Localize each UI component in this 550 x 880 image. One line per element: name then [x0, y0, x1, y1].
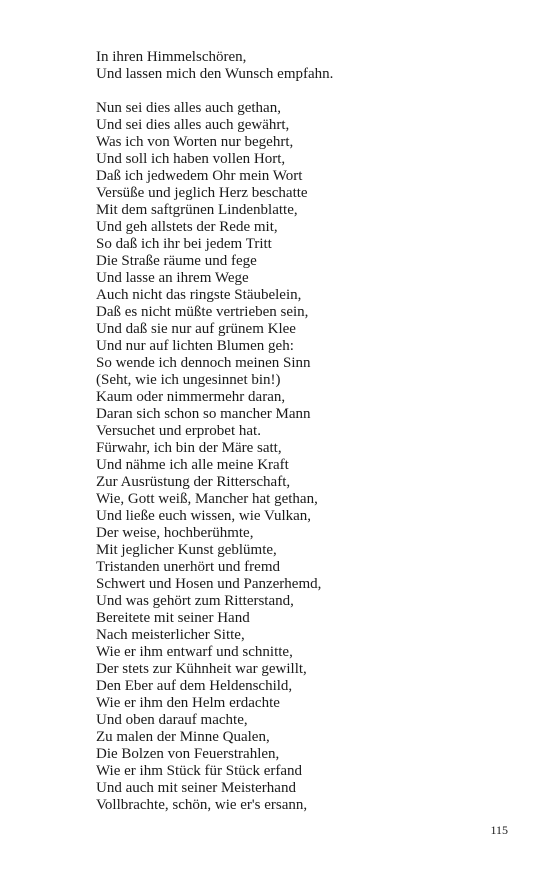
poem-line: Wie er ihm den Helm erdachte	[96, 695, 280, 711]
poem-line: Der weise, hochberühmte,	[96, 525, 254, 541]
poem-line: Der stets zur Kühnheit war gewillt,	[96, 661, 307, 677]
poem-line: Den Eber auf dem Heldenschild,	[96, 678, 293, 694]
poem-line: Und oben darauf machte,	[96, 712, 248, 728]
stanza	[96, 100, 516, 814]
poem-line: In ihren Himmelschören,	[96, 49, 247, 65]
poem-text	[96, 49, 516, 814]
poem-line: Und geh allstets der Rede mit,	[96, 219, 278, 235]
poem-line: Und nur auf lichten Blumen geh:	[96, 338, 294, 354]
poem-line: Und lasse an ihrem Wege	[96, 270, 249, 286]
page-number: 115	[490, 823, 508, 837]
poem-line: Fürwahr, ich bin der Märe satt,	[96, 440, 282, 456]
poem-line: Wie er ihm Stück für Stück erfand	[96, 763, 303, 779]
poem-line: Und lassen mich den Wunsch empfahn.	[96, 66, 334, 82]
poem-line: Und ließe euch wissen, wie Vulkan,	[96, 508, 312, 524]
poem-line: (Seht, wie ich ungesinnet bin!)	[96, 372, 281, 388]
poem-line: Kaum oder nimmermehr daran,	[96, 389, 286, 405]
poem-line: Tristanden unerhört und fremd	[96, 559, 280, 575]
poem-line: Und daß sie nur auf grünem Klee	[96, 321, 296, 337]
poem-line: Die Bolzen von Feuerstrahlen,	[96, 746, 280, 762]
poem-line: So wende ich dennoch meinen Sinn	[96, 355, 311, 371]
poem-line: Die Straße räume und fege	[96, 253, 257, 269]
stanza	[96, 49, 516, 83]
poem-line: Versuchet und erprobet hat.	[96, 423, 261, 439]
poem-line: Mit jeglicher Kunst geblümte,	[96, 542, 277, 558]
poem-line: So daß ich ihr bei jedem Tritt	[96, 236, 272, 252]
poem-line: Daran sich schon so mancher Mann	[96, 406, 311, 422]
poem-line: Versüße und jeglich Herz beschatte	[96, 185, 308, 201]
poem-line: Und was gehört zum Ritterstand,	[96, 593, 294, 609]
poem-line: Vollbrachte, schön, wie er's ersann,	[96, 797, 308, 813]
poem-line: Was ich von Worten nur begehrt,	[96, 134, 294, 150]
poem-line: Nun sei dies alles auch gethan,	[96, 100, 281, 116]
poem-line: Wie er ihm entwarf und schnitte,	[96, 644, 293, 660]
poem-line: Zu malen der Minne Qualen,	[96, 729, 270, 745]
poem-line: Nach meisterlicher Sitte,	[96, 627, 245, 643]
poem-line: Zur Ausrüstung der Ritterschaft,	[96, 474, 291, 490]
poem-line: Wie, Gott weiß, Mancher hat gethan,	[96, 491, 318, 507]
poem-line: Schwert und Hosen und Panzerhemd,	[96, 576, 322, 592]
poem-line: Daß es nicht müßte vertrieben sein,	[96, 304, 309, 320]
poem-line: Und soll ich haben vollen Hort,	[96, 151, 286, 167]
poem-line: Und sei dies alles auch gewährt,	[96, 117, 290, 133]
poem-line: Bereitete mit seiner Hand	[96, 610, 250, 626]
poem-line: Und nähme ich alle meine Kraft	[96, 457, 289, 473]
poem-line: Daß ich jedwedem Ohr mein Wort	[96, 168, 303, 184]
poem-line: Und auch mit seiner Meisterhand	[96, 780, 296, 796]
poem-line: Mit dem saftgrünen Lindenblatte,	[96, 202, 298, 218]
poem-line: Auch nicht das ringste Stäubelein,	[96, 287, 302, 303]
